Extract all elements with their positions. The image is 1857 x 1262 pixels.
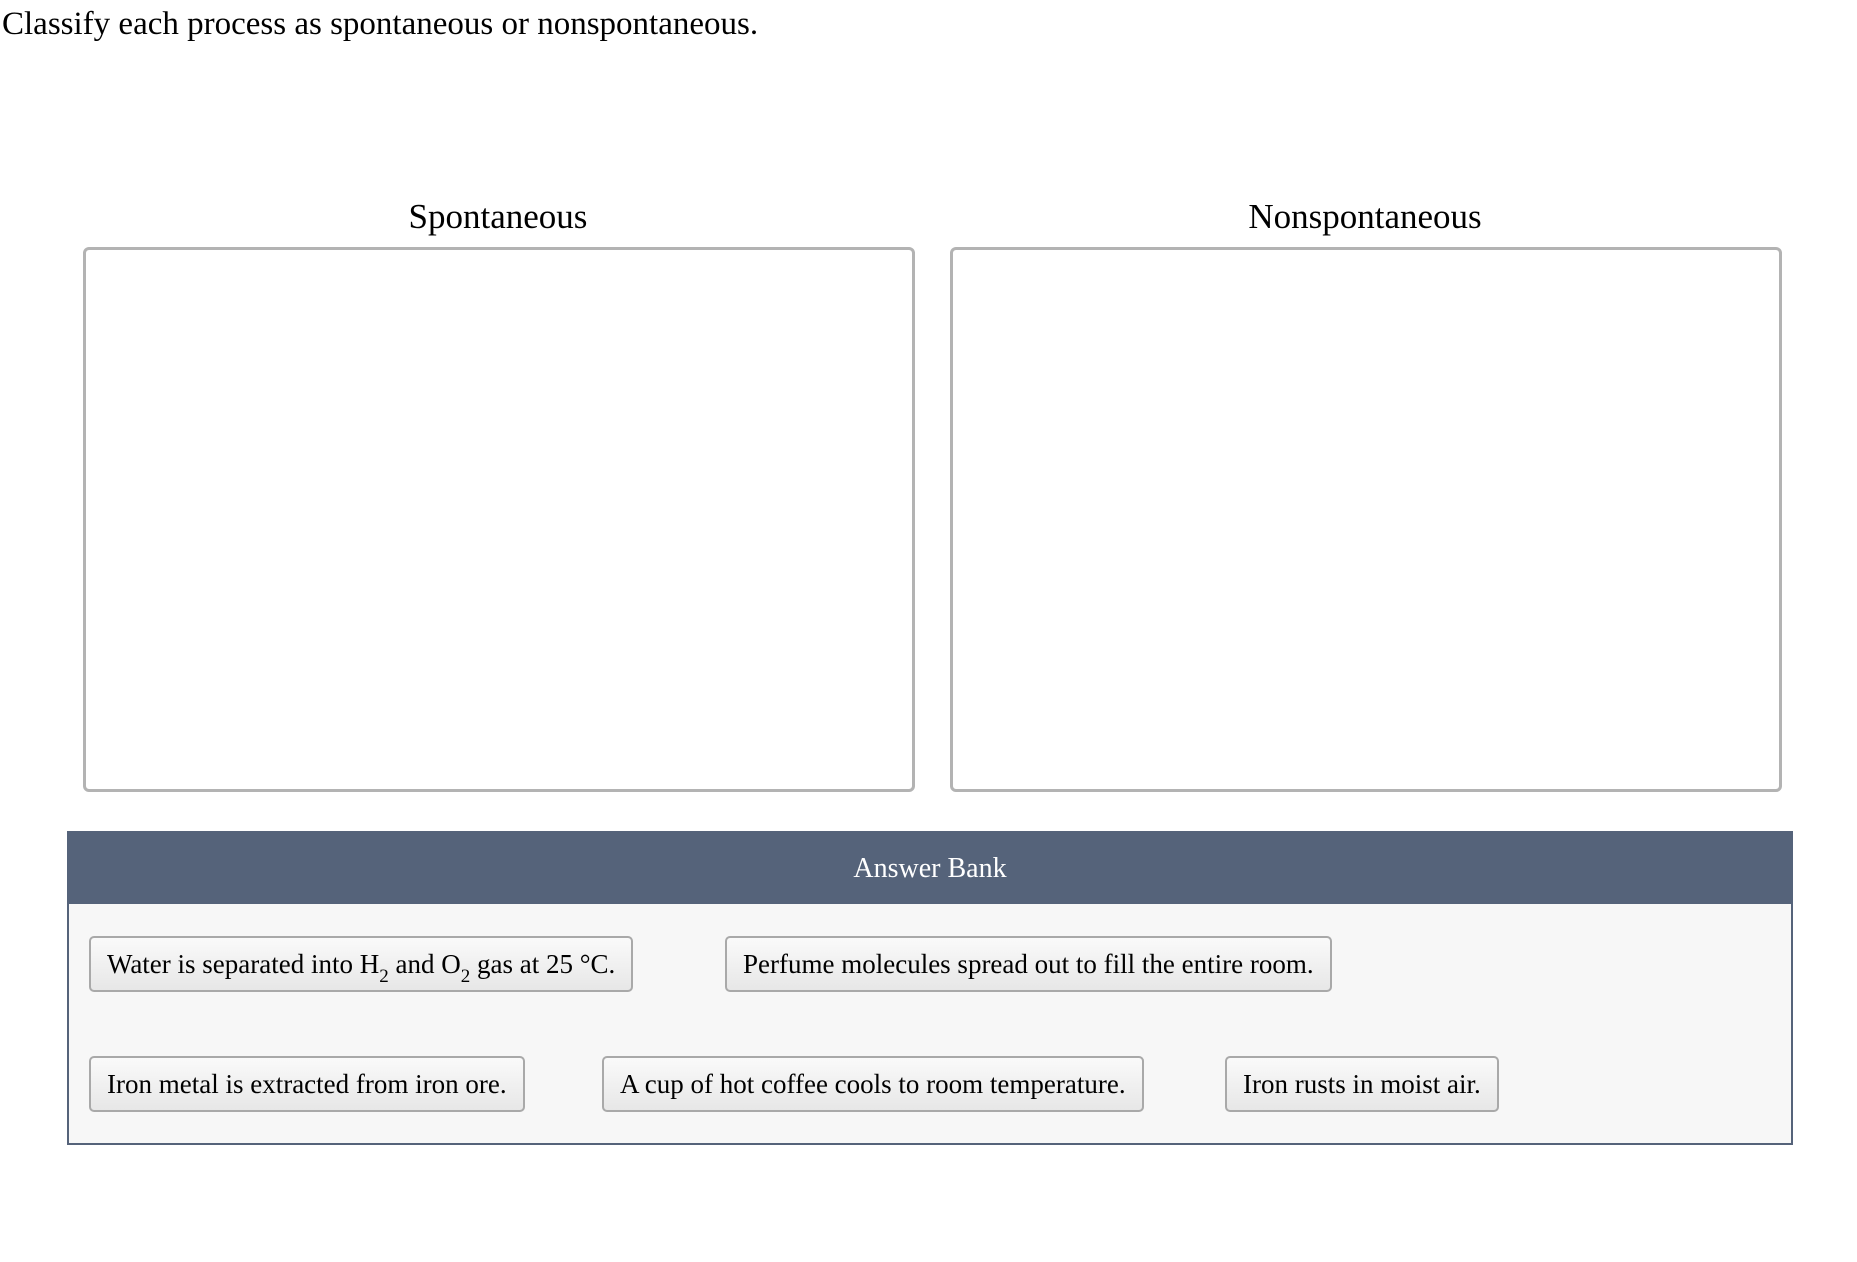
answer-chip-coffee-cools[interactable]: A cup of hot coffee cools to room temperature. xyxy=(602,1056,1144,1112)
chip-text-part: gas at 25 °C. xyxy=(470,949,616,979)
answer-chip-water-separated[interactable] xyxy=(89,936,633,992)
question-prompt: Classify each process as spontaneous or nonspontaneous. xyxy=(2,6,759,42)
chip-subscript: 2 xyxy=(379,966,389,987)
bin-label-spontaneous: Spontaneous xyxy=(408,197,588,236)
answer-chip-iron-rusts[interactable]: Iron rusts in moist air. xyxy=(1225,1056,1499,1112)
chip-text-part: Water is separated into H xyxy=(107,949,380,979)
bin-label-nonspontaneous: Nonspontaneous xyxy=(1248,197,1482,236)
answer-bank-header: Answer Bank xyxy=(69,833,1791,904)
answer-chip-perfume[interactable]: Perfume molecules spread out to fill the entire room. xyxy=(725,936,1332,992)
answer-bank[interactable] xyxy=(67,831,1793,1145)
drop-zone-nonspontaneous[interactable] xyxy=(950,247,1782,792)
chip-text-part: and O xyxy=(388,949,461,979)
chip-subscript: 2 xyxy=(460,966,471,987)
answer-chip-iron-extracted[interactable]: Iron metal is extracted from iron ore. xyxy=(89,1056,525,1112)
drop-zone-spontaneous[interactable] xyxy=(83,247,915,792)
